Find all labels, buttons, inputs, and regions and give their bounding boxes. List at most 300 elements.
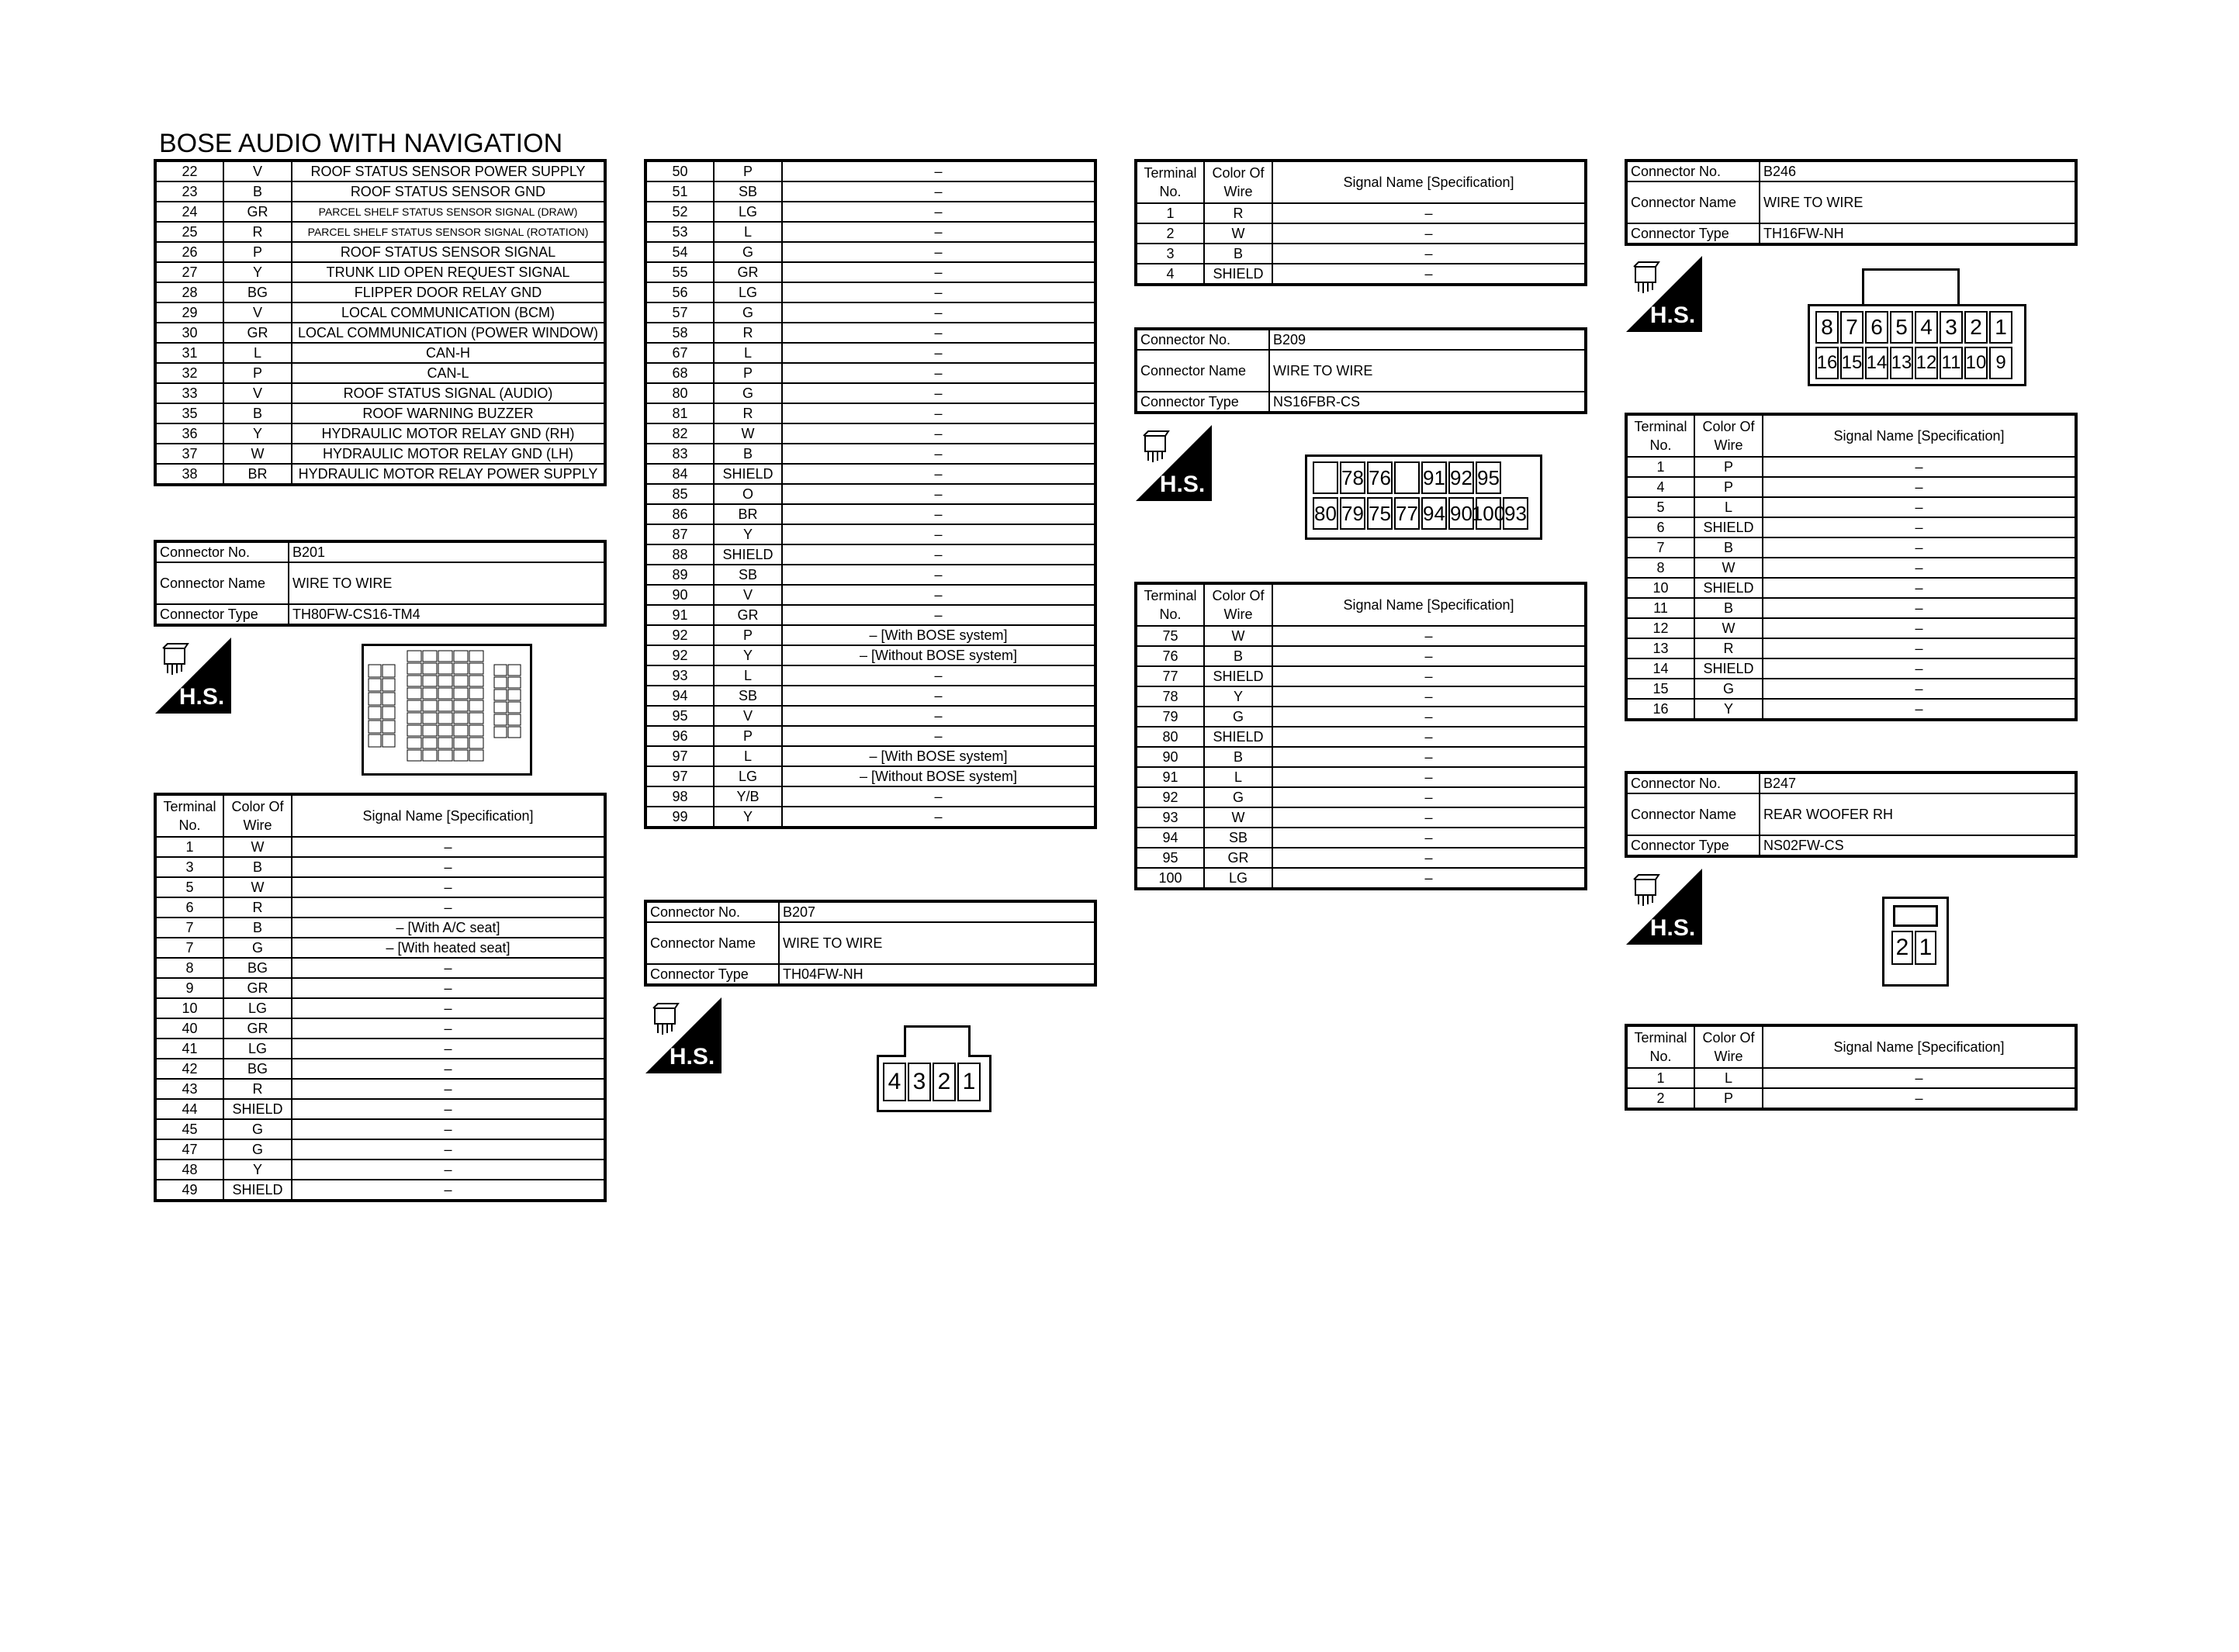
connector-pin — [423, 663, 437, 674]
connector-pin: 90 — [1448, 497, 1474, 530]
signal-name: PARCEL SHELF STATUS SENSOR SIGNAL (DRAW) — [292, 202, 605, 222]
connector-pin — [454, 688, 468, 699]
wire-color: B — [223, 403, 292, 423]
terminal-no: 80 — [645, 383, 714, 403]
terminal-no: 83 — [645, 444, 714, 464]
wire-color: W — [1204, 626, 1272, 646]
signal-name: – — [1272, 244, 1586, 264]
signal-name: – — [1272, 686, 1586, 707]
connector-name-label: Connector Name — [645, 922, 779, 964]
terminal-no: 7 — [1626, 537, 1694, 558]
signal-name: – — [1272, 767, 1586, 787]
terminal-no: 54 — [645, 242, 714, 262]
page-title: BOSE AUDIO WITH NAVIGATION — [159, 129, 563, 158]
connector-pin: 13 — [1890, 347, 1913, 379]
table-row — [1626, 517, 2076, 537]
wire-color: B — [223, 918, 292, 938]
connector-info-b201 — [154, 540, 607, 627]
connector-pin — [438, 663, 452, 674]
wire-color: G — [1204, 787, 1272, 807]
wire-color: V — [223, 383, 292, 403]
terminal-no: 67 — [645, 343, 714, 363]
wire-color: Y/B — [714, 786, 782, 807]
terminal-no: 1 — [1626, 1068, 1694, 1088]
table-row — [155, 918, 605, 938]
wire-color: Y — [223, 1160, 292, 1180]
table-row — [155, 302, 605, 323]
table-row — [1136, 666, 1586, 686]
terminal-no: 77 — [1136, 666, 1204, 686]
wire-color: SHIELD — [714, 544, 782, 565]
terminal-no: 14 — [1626, 658, 1694, 679]
table-row — [155, 978, 605, 998]
wire-color: SHIELD — [223, 1099, 292, 1119]
wire-color: Y — [223, 262, 292, 282]
connector-pin — [454, 651, 468, 662]
table-row — [155, 1139, 605, 1160]
connector-pin — [369, 734, 381, 747]
terminal-no: 89 — [645, 565, 714, 585]
terminal-no: 23 — [155, 181, 223, 202]
terminal-no: 88 — [645, 544, 714, 565]
connector-pin: 4 — [883, 1063, 906, 1101]
connector-pin — [454, 750, 468, 761]
wire-color: V — [714, 706, 782, 726]
signal-name: – — [782, 726, 1095, 746]
terminal-no: 2 — [1136, 223, 1204, 244]
connector-pin: 2 — [1964, 311, 1988, 344]
connector-pin: 11 — [1940, 347, 1963, 379]
connector-pin — [438, 688, 452, 699]
pin-row-top — [1307, 457, 1540, 495]
signal-name: – — [1763, 638, 2076, 658]
signal-name: – — [292, 897, 605, 918]
connector-pin — [454, 700, 468, 711]
connector-pin: 1 — [1915, 931, 1936, 965]
terminal-no: 35 — [155, 403, 223, 423]
table-row — [645, 625, 1095, 645]
wire-color: GR — [714, 262, 782, 282]
table-row — [1626, 598, 2076, 618]
connector-type-label: Connector Type — [1136, 392, 1269, 413]
wire-color: P — [223, 363, 292, 383]
signal-name: – — [292, 1039, 605, 1059]
table-row — [155, 423, 605, 444]
connector-name-label: Connector Name — [155, 562, 289, 604]
connector-pin — [469, 676, 483, 686]
signal-name: – — [782, 585, 1095, 605]
terminal-no: 1 — [1626, 457, 1694, 477]
connector-pin — [508, 689, 521, 700]
harness-side-icon — [645, 997, 722, 1073]
table-row — [1626, 477, 2076, 497]
connector-lock — [1893, 905, 1938, 927]
wire-color: GR — [223, 202, 292, 222]
terminal-no: 38 — [155, 464, 223, 485]
terminal-no: 3 — [155, 857, 223, 877]
wire-color: V — [223, 161, 292, 181]
terminal-no: 98 — [645, 786, 714, 807]
signal-name: ROOF WARNING BUZZER — [292, 403, 605, 423]
connector-info-b246 — [1625, 159, 2078, 246]
table-row — [1626, 658, 2076, 679]
table-row — [645, 383, 1095, 403]
connector-pin: 5 — [1890, 311, 1913, 344]
terminal-no: 95 — [645, 706, 714, 726]
connector-face-b246 — [1808, 304, 2026, 386]
wire-color: SHIELD — [1694, 517, 1763, 537]
table-row — [155, 403, 605, 423]
signal-name: – — [292, 1160, 605, 1180]
table-row — [155, 161, 605, 181]
connector-pin — [438, 713, 452, 724]
table-row — [645, 343, 1095, 363]
col-terminal: Terminal No. — [1136, 161, 1204, 203]
table-row — [645, 746, 1095, 766]
connector-pin: 16 — [1815, 347, 1839, 379]
signal-name: – — [782, 222, 1095, 242]
connector-name-value: WIRE TO WIRE — [289, 562, 605, 604]
connector-pin — [407, 750, 421, 761]
table-row — [1626, 1088, 2076, 1109]
terminal-no: 96 — [645, 726, 714, 746]
wire-color: P — [223, 242, 292, 262]
connector-pin — [469, 725, 483, 736]
connector-pin: 2 — [1891, 931, 1913, 965]
connector-pin: 79 — [1340, 497, 1365, 530]
wire-color: W — [223, 877, 292, 897]
signal-name: – — [1763, 1068, 2076, 1088]
connector-pin — [407, 676, 421, 686]
col-color: Color Of Wire — [223, 794, 292, 837]
signal-name: – — [782, 444, 1095, 464]
signal-name: ROOF STATUS SENSOR POWER SUPPLY — [292, 161, 605, 181]
connector-pin — [454, 713, 468, 724]
terminal-no: 7 — [155, 918, 223, 938]
connector-info-b247 — [1625, 771, 2078, 858]
terminal-no: 85 — [645, 484, 714, 504]
signal-name: – — [1272, 203, 1586, 223]
wire-color: SHIELD — [1204, 264, 1272, 285]
terminal-table-body — [1136, 626, 1586, 889]
table-row — [1136, 223, 1586, 244]
table-row — [645, 282, 1095, 302]
connector-pin — [438, 738, 452, 748]
connector-info-b209 — [1134, 327, 1587, 414]
wire-color: Y — [714, 807, 782, 828]
table-row — [645, 423, 1095, 444]
terminal-no: 6 — [155, 897, 223, 918]
connector-pin: 76 — [1367, 461, 1393, 494]
wire-color: L — [1204, 767, 1272, 787]
signal-name: – — [1272, 666, 1586, 686]
col-signal: Signal Name [Specification] — [1272, 161, 1586, 203]
signal-name: – — [292, 958, 605, 978]
connector-pin — [423, 676, 437, 686]
signal-name: – — [292, 1018, 605, 1039]
table-row — [645, 302, 1095, 323]
terminal-no: 100 — [1136, 868, 1204, 889]
wire-color: SHIELD — [1694, 578, 1763, 598]
connector-pin — [508, 677, 521, 688]
signal-name: – — [1763, 517, 2076, 537]
connector-pin: 95 — [1476, 461, 1501, 494]
signal-name: – — [782, 323, 1095, 343]
wire-color: G — [223, 1139, 292, 1160]
terminal-no: 78 — [1136, 686, 1204, 707]
terminal-no: 6 — [1626, 517, 1694, 537]
table-row — [645, 726, 1095, 746]
wire-color: BG — [223, 282, 292, 302]
connector-pin: 75 — [1367, 497, 1393, 530]
connector-name-value: WIRE TO WIRE — [1760, 181, 2076, 223]
terminal-no: 12 — [1626, 618, 1694, 638]
table-row — [1136, 727, 1586, 747]
connector-pin — [423, 700, 437, 711]
connector-pin: 77 — [1394, 497, 1420, 530]
wire-color: GR — [223, 978, 292, 998]
connector-pin — [469, 713, 483, 724]
terminal-no: 28 — [155, 282, 223, 302]
terminal-no: 90 — [1136, 747, 1204, 767]
table-row — [155, 877, 605, 897]
wire-color: R — [223, 1079, 292, 1099]
terminal-table-body — [1136, 203, 1586, 285]
table-row — [1136, 767, 1586, 787]
table-row — [155, 958, 605, 978]
wire-color: G — [714, 242, 782, 262]
terminal-table-body — [645, 161, 1095, 828]
terminal-no: 87 — [645, 524, 714, 544]
connector-info-b207 — [644, 900, 1097, 987]
hs-icon-graphic — [1136, 425, 1212, 501]
terminal-no: 36 — [155, 423, 223, 444]
table-row — [645, 665, 1095, 686]
connector-pin: 9 — [1989, 347, 2012, 379]
connector-name-label: Connector Name — [1626, 181, 1760, 223]
signal-name: – — [782, 383, 1095, 403]
pin-grid-graphic — [364, 646, 530, 773]
terminal-no: 37 — [155, 444, 223, 464]
table-row — [645, 181, 1095, 202]
signal-name: – — [292, 1119, 605, 1139]
col-color: Color Of Wire — [1204, 583, 1272, 626]
signal-name: – — [292, 998, 605, 1018]
wire-color: G — [1204, 707, 1272, 727]
terminal-no: 45 — [155, 1119, 223, 1139]
connector-pin — [438, 676, 452, 686]
connector-pin — [1313, 461, 1338, 494]
connector-type-value: TH04FW-NH — [779, 964, 1095, 985]
connector-pin — [508, 665, 521, 676]
connector-name-value: WIRE TO WIRE — [1269, 350, 1586, 392]
wire-color: R — [223, 897, 292, 918]
hs-icon-graphic — [645, 997, 722, 1073]
signal-name: – — [1763, 618, 2076, 638]
signal-name: – — [1763, 679, 2076, 699]
table-row — [155, 464, 605, 485]
terminal-no: 80 — [1136, 727, 1204, 747]
connector-pin — [407, 688, 421, 699]
signal-name: – — [782, 605, 1095, 625]
terminal-no: 91 — [645, 605, 714, 625]
connector-pin: 91 — [1421, 461, 1447, 494]
signal-name: – — [1763, 537, 2076, 558]
table-row — [155, 1059, 605, 1079]
table-row — [645, 464, 1095, 484]
terminal-no: 75 — [1136, 626, 1204, 646]
table-row — [155, 343, 605, 363]
signal-name: – — [1272, 707, 1586, 727]
signal-name: – — [1272, 223, 1586, 244]
signal-name: – — [782, 161, 1095, 181]
connector-name-value: REAR WOOFER RH — [1760, 793, 2076, 835]
wire-color: P — [1694, 1088, 1763, 1109]
hs-label: H.S. — [669, 1044, 715, 1070]
signal-name: HYDRAULIC MOTOR RELAY GND (RH) — [292, 423, 605, 444]
hs-label: H.S. — [1159, 472, 1206, 497]
wire-color: G — [714, 302, 782, 323]
table-row — [645, 262, 1095, 282]
table-row — [645, 222, 1095, 242]
wire-color: R — [1204, 203, 1272, 223]
wire-color: GR — [1204, 848, 1272, 868]
table-row — [155, 202, 605, 222]
signal-name: – — [782, 343, 1095, 363]
signal-name: LOCAL COMMUNICATION (POWER WINDOW) — [292, 323, 605, 343]
connector-no-value: B209 — [1269, 329, 1586, 350]
table-row — [155, 323, 605, 343]
terminal-table-b209 — [1134, 582, 1587, 890]
wire-color: P — [714, 161, 782, 181]
signal-name: – — [1272, 626, 1586, 646]
connector-face-b209 — [1305, 454, 1542, 540]
pin-row — [879, 1057, 989, 1102]
table-row — [155, 242, 605, 262]
wire-color: B — [223, 857, 292, 877]
table-row — [645, 403, 1095, 423]
signal-name: LOCAL COMMUNICATION (BCM) — [292, 302, 605, 323]
connector-pin: 3 — [1940, 311, 1963, 344]
connector-pin — [494, 702, 507, 713]
wire-color: Y — [223, 423, 292, 444]
terminal-table-body — [1626, 1068, 2076, 1109]
terminal-no: 50 — [645, 161, 714, 181]
col-terminal: Terminal No. — [1626, 1025, 1694, 1068]
col-signal: Signal Name [Specification] — [1272, 583, 1586, 626]
wire-color: R — [714, 323, 782, 343]
terminal-no: 15 — [1626, 679, 1694, 699]
terminal-no: 24 — [155, 202, 223, 222]
connector-pin — [508, 702, 521, 713]
connector-pin — [469, 688, 483, 699]
connector-pin — [369, 721, 381, 733]
signal-name: – — [1763, 598, 2076, 618]
wire-color: V — [223, 302, 292, 323]
connector-face-b201 — [362, 644, 532, 776]
col-signal: Signal Name [Specification] — [292, 794, 605, 837]
table-row — [1136, 646, 1586, 666]
connector-pin: 94 — [1421, 497, 1447, 530]
table-row — [645, 807, 1095, 828]
connector-no-value: B246 — [1760, 161, 2076, 181]
wire-color: LG — [714, 282, 782, 302]
signal-name: – — [1763, 497, 2076, 517]
signal-name: ROOF STATUS SENSOR SIGNAL — [292, 242, 605, 262]
table-row — [155, 837, 605, 857]
terminal-no: 16 — [1626, 699, 1694, 720]
connector-pin — [469, 651, 483, 662]
table-row — [155, 1099, 605, 1119]
connector-no-value: B201 — [289, 541, 605, 562]
connector-pin — [494, 677, 507, 688]
wire-color: B — [1204, 244, 1272, 264]
table-row — [645, 645, 1095, 665]
table-row — [1136, 868, 1586, 889]
wire-color: Y — [1694, 699, 1763, 720]
connector-pin — [407, 725, 421, 736]
terminal-table-2 — [644, 159, 1097, 829]
signal-name: – — [1763, 699, 2076, 720]
table-row — [1136, 807, 1586, 828]
connector-pin: 78 — [1340, 461, 1365, 494]
harness-side-icon — [1626, 256, 1702, 332]
connector-latch — [904, 1025, 971, 1057]
wire-color: LG — [1204, 868, 1272, 889]
table-row — [645, 363, 1095, 383]
signal-name: – — [782, 262, 1095, 282]
pin-row-top — [1810, 306, 2024, 344]
connector-name-value: WIRE TO WIRE — [779, 922, 1095, 964]
signal-name: – — [782, 282, 1095, 302]
connector-pin — [454, 725, 468, 736]
wire-color: R — [714, 403, 782, 423]
wire-color: SB — [714, 686, 782, 706]
wire-color: B — [714, 444, 782, 464]
table-row — [1136, 848, 1586, 868]
terminal-no: 40 — [155, 1018, 223, 1039]
connector-pin — [454, 738, 468, 748]
terminal-no: 76 — [1136, 646, 1204, 666]
hs-icon-graphic — [1626, 869, 1702, 945]
signal-name: – — [292, 978, 605, 998]
terminal-no: 95 — [1136, 848, 1204, 868]
wire-color: G — [223, 938, 292, 958]
terminal-no: 4 — [1136, 264, 1204, 285]
connector-pin — [469, 750, 483, 761]
connector-pin — [469, 700, 483, 711]
wire-color: O — [714, 484, 782, 504]
connector-pin: 1 — [957, 1063, 981, 1101]
table-row — [645, 605, 1095, 625]
wire-color: SHIELD — [714, 464, 782, 484]
wire-color: Y — [1204, 686, 1272, 707]
table-row — [645, 544, 1095, 565]
connector-face-b207 — [877, 1055, 991, 1112]
connector-type-value: NS16FBR-CS — [1269, 392, 1586, 413]
signal-name: – [Without BOSE system] — [782, 766, 1095, 786]
terminal-no: 44 — [155, 1099, 223, 1119]
terminal-no: 81 — [645, 403, 714, 423]
connector-type-value: TH16FW-NH — [1760, 223, 2076, 244]
connector-type-label: Connector Type — [645, 964, 779, 985]
table-row — [645, 444, 1095, 464]
terminal-no: 25 — [155, 222, 223, 242]
signal-name: – — [1272, 727, 1586, 747]
connector-pin: 100 — [1476, 497, 1501, 530]
connector-pin — [423, 725, 437, 736]
wire-color: B — [223, 181, 292, 202]
